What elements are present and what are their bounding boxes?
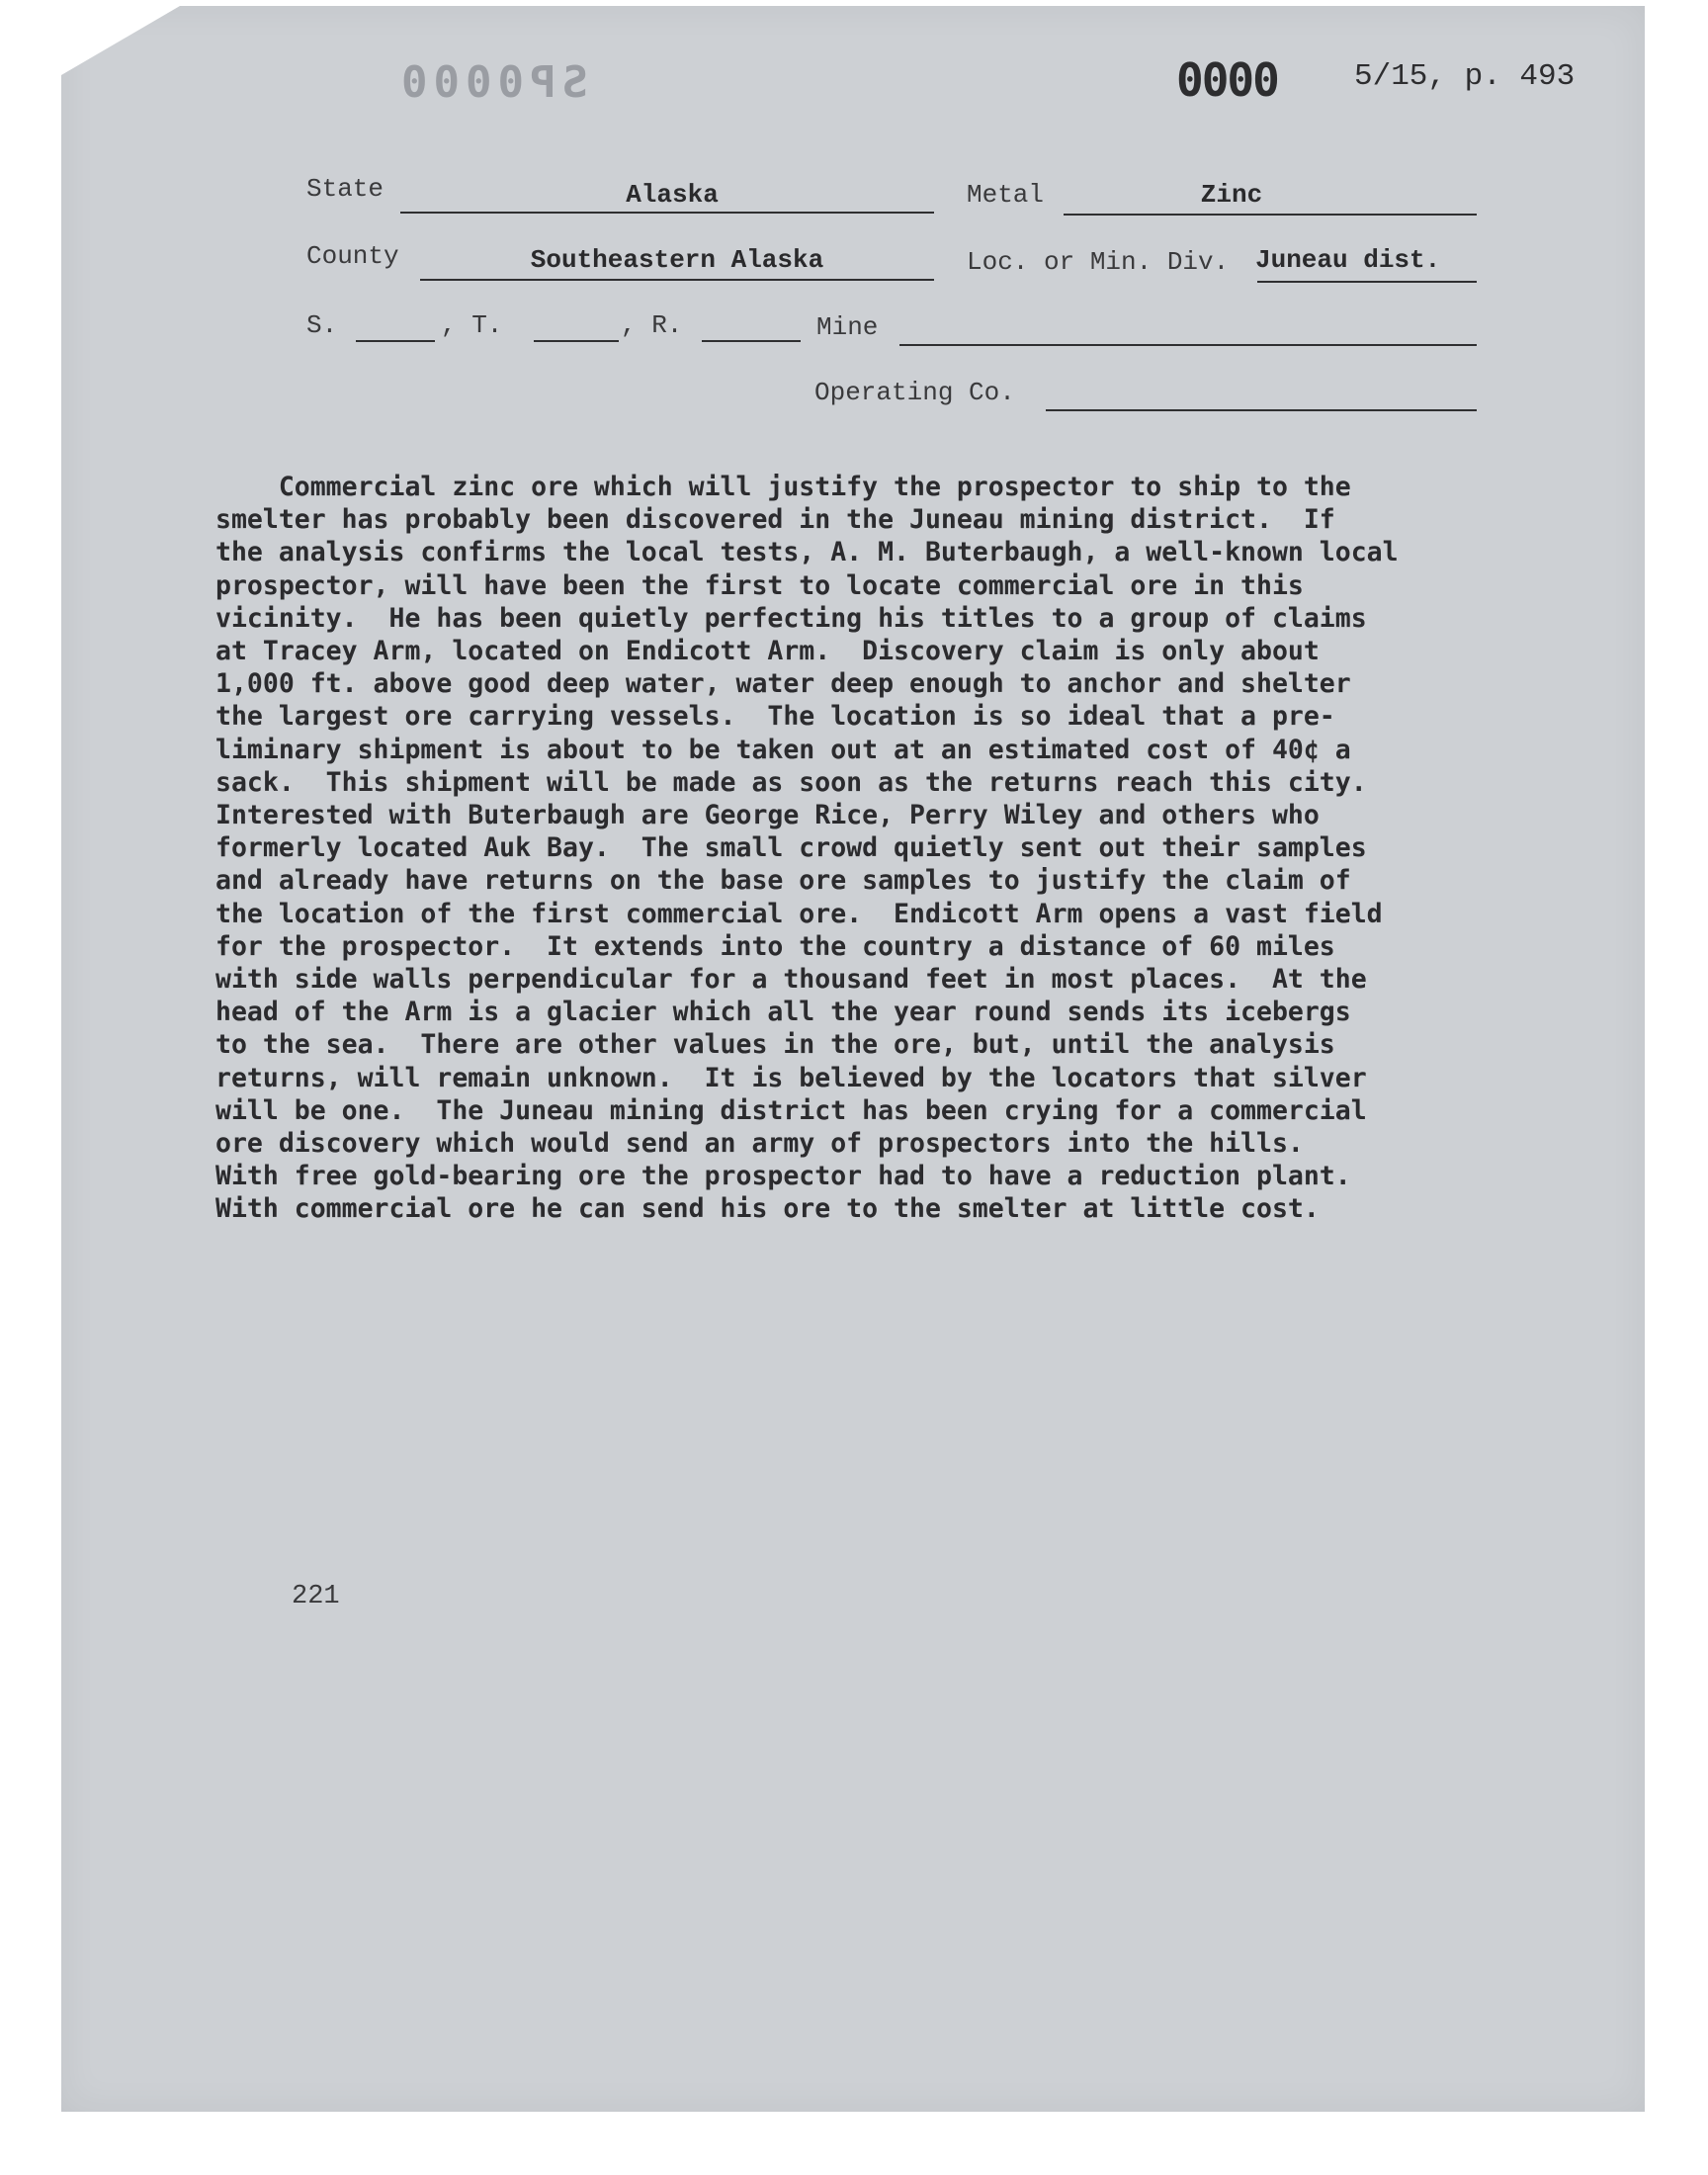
page-number: 221 xyxy=(292,1582,340,1611)
section-label: S. xyxy=(306,310,338,340)
body-line: for the prospector. It extends into the country a distance of 60 miles xyxy=(215,930,1335,962)
body-line: and already have returns on the base ore samples to justify the claim of xyxy=(215,865,1351,897)
source-citation: 5/15, p. 493 xyxy=(1354,59,1576,94)
range-line xyxy=(702,340,801,342)
mine-label: Mine xyxy=(816,312,879,342)
body-line: With free gold-bearing ore the prospector had to have a reduction plant. xyxy=(215,1161,1351,1192)
body-line: 1,000 ft. above good deep water, water deep enough to anchor and shelter xyxy=(215,668,1351,700)
body-line: ore discovery which would send an army of prospectors into the hills. xyxy=(215,1128,1304,1160)
body-line: will be one. The Juneau mining district has been crying for a commercial xyxy=(215,1094,1367,1126)
body-line: Commercial zinc ore which will justify the prospector to ship to the xyxy=(215,472,1351,502)
report-body xyxy=(215,471,1500,1226)
body-line: at Tracey Arm, located on Endicott Arm. Discovery claim is only about xyxy=(215,636,1320,667)
range-label: , R. xyxy=(621,310,683,340)
body-line: liminary shipment is about to be taken out at an estimated cost of 40¢ a xyxy=(215,734,1351,765)
metal-line xyxy=(1064,214,1477,216)
metal-label: Metal xyxy=(967,180,1045,210)
body-line: With commercial ore he can send his ore to the smelter at little cost. xyxy=(215,1193,1320,1225)
body-line: sack. This shipment will be made as soon as the returns reach this city. xyxy=(215,766,1367,798)
body-line: returns, will remain unknown. It is believed by the locators that silver xyxy=(215,1062,1367,1093)
body-line: the largest ore carrying vessels. The location is so ideal that a pre- xyxy=(215,701,1335,733)
township-line xyxy=(534,340,619,342)
body-line: the location of the first commercial ore. Endicott Arm opens a vast field xyxy=(215,898,1383,929)
state-label: State xyxy=(306,174,384,204)
county-line xyxy=(420,279,934,281)
township-label: , T. xyxy=(441,310,503,340)
body-line: formerly located Auk Bay. The small crowd quietly sent out their samples xyxy=(215,832,1367,864)
section-line xyxy=(356,340,435,342)
mine-line xyxy=(899,344,1477,346)
archive-stamp: SP0000 xyxy=(395,57,588,108)
state-value: Alaska xyxy=(626,180,719,210)
location-value: Juneau dist. xyxy=(1255,245,1441,275)
operating-co-line xyxy=(1046,409,1477,411)
body-line: prospector, will have been the first to locate commercial ore in this xyxy=(215,569,1304,601)
location-label: Loc. or Min. Div. xyxy=(967,247,1230,277)
body-line: to the sea. There are other values in the ore, but, until the analysis xyxy=(215,1029,1335,1061)
body-line: smelter has probably been discovered in the Juneau mining district. If xyxy=(215,504,1335,536)
body-line: with side walls perpendicular for a thousand feet in most places. At the xyxy=(215,964,1367,996)
location-line xyxy=(1257,281,1477,283)
county-label: County xyxy=(306,241,399,271)
body-line: vicinity. He has been quietly perfecting his titles to a group of claims xyxy=(215,602,1367,634)
body-line: Interested with Buterbaugh are George Rice, Perry Wiley and others who xyxy=(215,800,1320,831)
body-line: the analysis confirms the local tests, A. M. Buterbaugh, a well-known local xyxy=(215,537,1399,568)
document-number: 0000 xyxy=(1176,53,1278,107)
operating-co-label: Operating Co. xyxy=(814,378,1015,407)
body-line: head of the Arm is a glacier which all the year round sends its icebergs xyxy=(215,997,1351,1028)
county-value: Southeastern Alaska xyxy=(530,245,824,275)
metal-value: Zinc xyxy=(1200,180,1263,210)
state-line xyxy=(400,212,934,214)
